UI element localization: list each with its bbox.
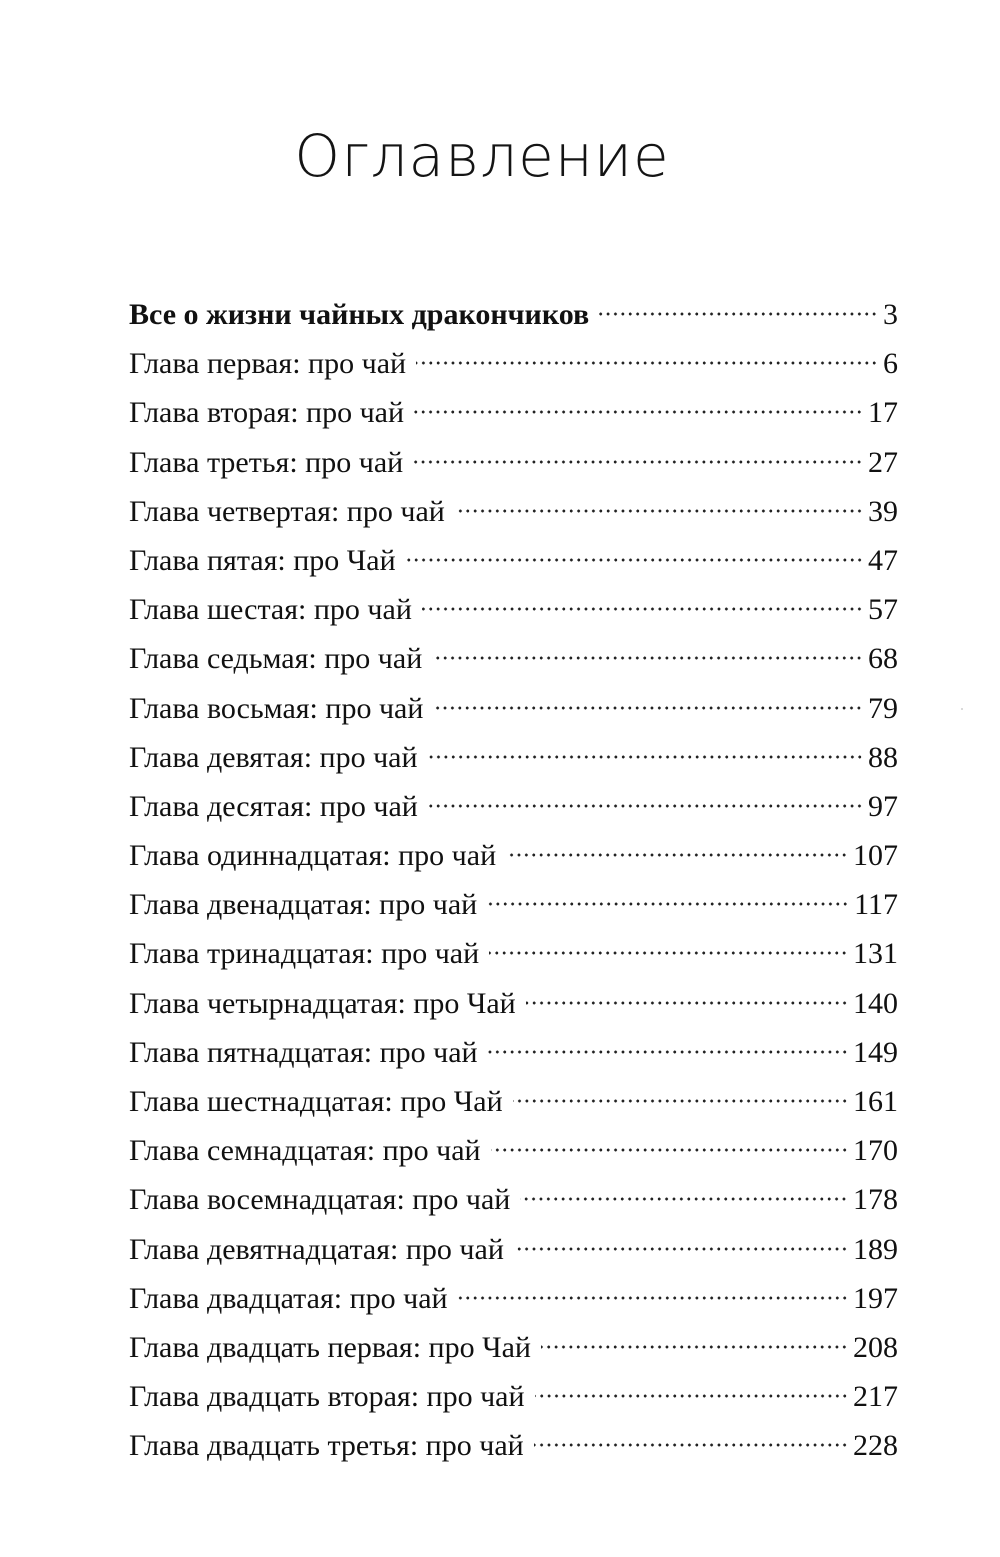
toc-entry-title: Глава двенадцатая: про чай (129, 888, 478, 922)
toc-entry-page-number: 149 (853, 1035, 898, 1069)
dot-leader (488, 1033, 848, 1063)
toc-entry-page-number: 161 (853, 1085, 898, 1118)
toc-entry-page-number: 228 (853, 1429, 898, 1463)
toc-entry-title: Глава семнадцатая: про чай (129, 1134, 481, 1168)
toc-entry-page-number: 97 (868, 789, 898, 823)
toc-entry-page-number: 178 (853, 1183, 898, 1217)
toc-entry-title: Глава вторая: про чай (129, 396, 405, 430)
dot-leader (432, 639, 863, 669)
page-title: Оглавление (294, 121, 670, 190)
toc-entry-page-number: 117 (854, 888, 898, 922)
toc-entry (129, 1077, 898, 1126)
toc-entry-title: Глава пятнадцатая: про чай (129, 1035, 478, 1069)
toc-entry-title: Глава седьмая: про чай (129, 642, 423, 676)
toc-entry-title: Глава восемнадцатая: про чай (129, 1183, 511, 1217)
toc-entry (129, 1175, 898, 1224)
toc-entry-title: Глава четырнадцатая: про Чай (129, 986, 516, 1020)
toc-entry-title: Глава одиннадцатая: про чай (129, 839, 497, 873)
toc-entry-page-number: 6 (883, 347, 898, 381)
toc-entry (129, 1323, 898, 1372)
toc-entry (129, 1028, 898, 1077)
dot-leader (541, 1328, 848, 1358)
toc-entry-title: Глава восьмая: про чай (129, 691, 424, 725)
toc-entry (129, 585, 898, 634)
dot-leader (535, 1377, 848, 1407)
toc-entry (129, 880, 898, 929)
toc-entry (129, 1126, 898, 1175)
toc-entry-title: Глава двадцатая: про чай (129, 1281, 448, 1315)
table-of-contents (129, 290, 898, 1471)
dot-leader (513, 1082, 848, 1112)
toc-entry-page-number: 27 (868, 445, 898, 479)
dot-leader (506, 836, 848, 866)
dot-leader (428, 787, 863, 817)
toc-entry-title: Глава пятая: про Чай (129, 543, 396, 577)
toc-entry-page-number: 79 (868, 691, 898, 725)
toc-entry-title: Глава двадцать первая: про Чай (129, 1330, 531, 1364)
toc-entry-page-number: 107 (853, 839, 898, 873)
toc-entry-page-number: 140 (853, 986, 898, 1020)
dot-leader (534, 1426, 848, 1456)
toc-entry-title: Глава десятая: про чай (129, 789, 418, 823)
dot-leader (414, 393, 863, 423)
toc-entry-title: Все о жизни чайных дракончиков (129, 298, 590, 331)
toc-entry-page-number: 68 (868, 642, 898, 676)
dot-leader (416, 344, 878, 374)
dot-leader (489, 934, 848, 964)
toc-entry (129, 1274, 898, 1323)
toc-entry (129, 487, 898, 536)
toc-entry (129, 733, 898, 782)
toc-entry (129, 684, 898, 733)
toc-entry (129, 1372, 898, 1421)
toc-entry (129, 290, 898, 339)
dot-leader (520, 1180, 848, 1210)
toc-entry-page-number: 208 (853, 1330, 898, 1364)
dot-leader (491, 1131, 848, 1161)
dot-leader (458, 1279, 848, 1309)
dot-leader (428, 738, 863, 768)
toc-entry-page-number: 17 (868, 396, 898, 430)
toc-entry-title: Глава двадцать вторая: про чай (129, 1380, 525, 1414)
toc-entry-title: Глава двадцать третья: про чай (129, 1429, 524, 1463)
dot-leader (487, 885, 849, 915)
toc-entry-title: Глава первая: про чай (129, 347, 407, 381)
toc-entry-title: Глава третья: про чай (129, 445, 404, 479)
toc-entry (129, 831, 898, 880)
toc-entry (129, 782, 898, 831)
toc-entry (129, 536, 898, 585)
toc-entry (129, 339, 898, 388)
toc-entry (129, 438, 898, 487)
toc-entry-page-number: 170 (853, 1134, 898, 1168)
toc-entry-page-number: 131 (853, 937, 898, 971)
dot-leader (455, 492, 863, 522)
toc-entry-title: Глава шестнадцатая: про Чай (129, 1085, 503, 1118)
toc-entry-page-number: 197 (853, 1281, 898, 1315)
toc-entry-page-number: 57 (868, 593, 898, 627)
dot-leader (514, 1230, 848, 1260)
paper-speck (961, 708, 963, 710)
toc-entry-title: Глава девятнадцатая: про чай (129, 1232, 504, 1266)
toc-entry (129, 1225, 898, 1274)
toc-entry-title: Глава шестая: про чай (129, 593, 412, 627)
dot-leader (526, 984, 848, 1014)
toc-entry (129, 634, 898, 683)
dot-leader (422, 590, 863, 620)
toc-entry-title: Глава четвертая: про чай (129, 494, 445, 528)
toc-entry (129, 1421, 898, 1470)
toc-entry-title: Глава девятая: про чай (129, 740, 418, 774)
dot-leader (433, 689, 863, 719)
toc-entry-page-number: 47 (868, 543, 898, 577)
toc-entry-page-number: 217 (853, 1380, 898, 1414)
dot-leader (413, 443, 863, 473)
toc-entry (129, 388, 898, 437)
toc-entry-page-number: 3 (883, 298, 898, 331)
toc-entry-title: Глава тринадцатая: про чай (129, 937, 480, 971)
toc-entry-page-number: 189 (853, 1232, 898, 1266)
dot-leader (599, 295, 878, 325)
toc-entry-page-number: 39 (868, 494, 898, 528)
toc-entry (129, 929, 898, 978)
dot-leader (406, 541, 863, 571)
toc-entry-page-number: 88 (868, 740, 898, 774)
toc-entry (129, 979, 898, 1028)
